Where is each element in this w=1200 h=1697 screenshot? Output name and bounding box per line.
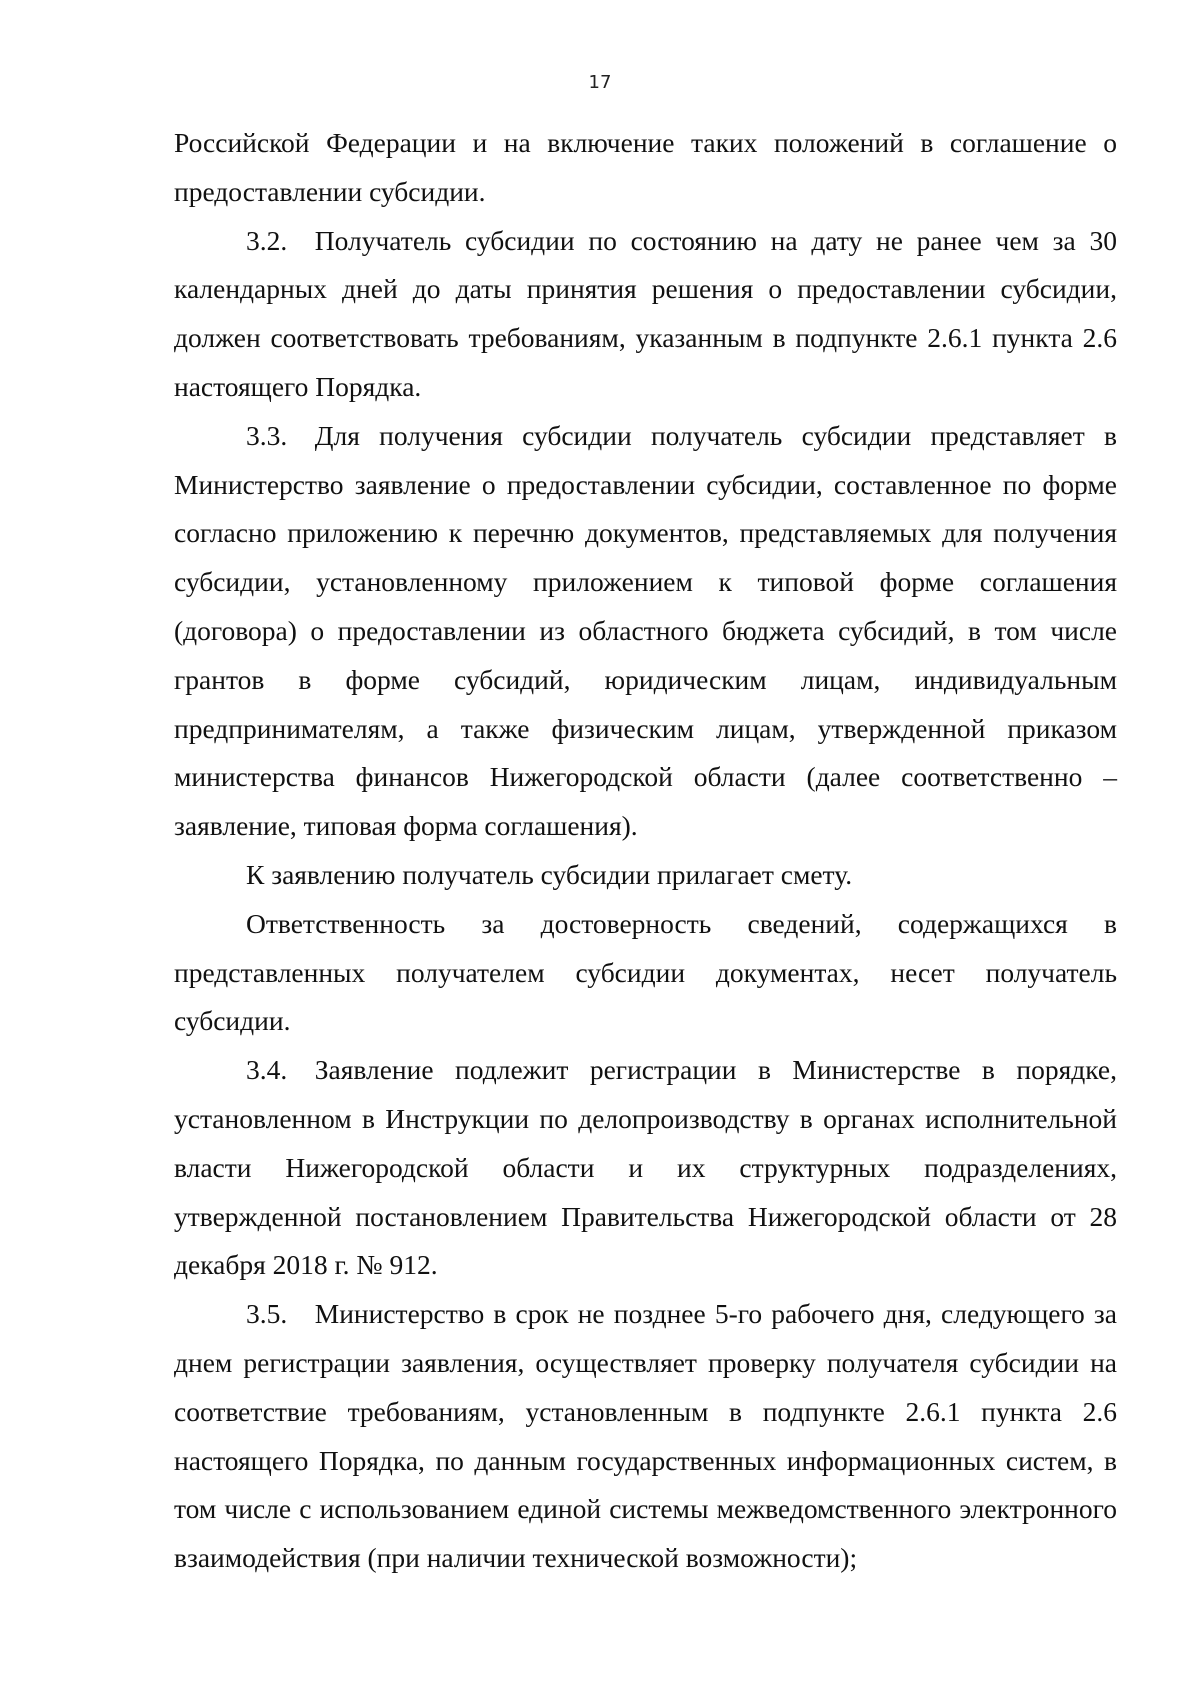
page-number: 17 [588,72,612,93]
document-body [174,119,1117,1583]
paragraph-estimate: К заявлению получатель субсидии прилагает смету. [246,858,853,890]
paragraph-3-4: 3.4. Заявление подлежит регистрации в Министерстве в порядке, установленном в Инструкции по делопроизводству в органах исполнительной власти Нижегородской области и их структурных подразделениях, утвержденной постановлением Правительства Нижегородской области от 28 декабря 2018 г. № 912. [174,1054,1117,1281]
paragraph-continuation: Российской Федерации и на включение таких положений в соглашение о предоставлении субсидии. [174,127,1117,207]
paragraph-responsibility: Ответственность за достоверность сведений, содержащихся в представленных получателем субсидии документах, несет получатель субсидии. [174,907,1117,1037]
paragraph-3-2: 3.2. Получатель субсидии по состоянию на дату не ранее чем за 30 календарных дней до даты принятия решения о предоставлении субсидии, должен соответствовать требованиям, указанным в подпункте 2.6.1 пункта 2.6 настоящего Порядка. [174,224,1117,402]
paragraph-3-5: 3.5. Министерство в срок не позднее 5-го рабочего дня, следующего за днем регистрации заявления, осуществляет проверку получателя субсидии на соответствие требованиям, установленным в подпункте 2.6.1 пункта 2.6 настоящего Порядка, по данным государственных информационных систем, в том числе с использованием единой системы межведомственного электронного взаимодействия (при наличии технической возможности); [174,1298,1117,1574]
paragraph-3-3: 3.3. Для получения субсидии получатель субсидии представляет в Министерство заявление о предоставлении субсидии, составленное по форме согласно приложению к перечню документов, представляемых для получения субсидии, установленному приложением к типовой форме соглашения (договора) о предоставлении из областного бюджета субсидий, в том числе грантов в форме субсидий, юридическим лицам, индивидуальным предпринимателям, а также физическим лицам, утвержденной приказом министерства финансов Нижегородской области (далее соответственно – заявление, типовая форма соглашения). [174,419,1117,842]
